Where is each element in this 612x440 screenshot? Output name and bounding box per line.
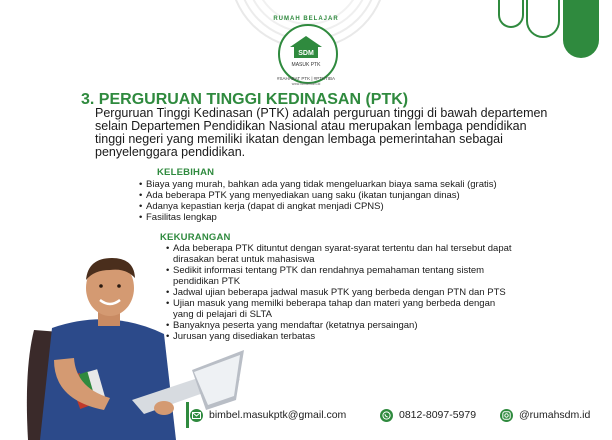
list-item: • Biaya yang murah, bahkan ada yang tidak mengeluarkan biaya sama sekali (gratis) bbox=[139, 179, 539, 190]
decorative-pill-filled bbox=[563, 0, 599, 58]
list-item: • Jadwal ujian beberapa jadwal masuk PTK yang berbeda dengan PTN dan PTS bbox=[166, 287, 516, 298]
list-item: • Jurusan yang disediakan terbatas bbox=[166, 331, 516, 342]
instagram-text: @rumahsdm.id bbox=[519, 409, 591, 421]
phone-contact[interactable] bbox=[380, 404, 476, 426]
list-item: • Banyaknya peserta yang mendaftar (ketatnya persaingan) bbox=[166, 320, 516, 331]
list-item: • Ada beberapa PTK yang menyediakan uang saku (ikatan tunjangan dinas) bbox=[139, 190, 539, 201]
contact-bar bbox=[186, 404, 612, 426]
list-item: • Fasilitas lengkap bbox=[139, 212, 539, 223]
email-contact[interactable] bbox=[190, 404, 346, 426]
list-item: • Adanya kepastian kerja (dapat di angkat menjadi CPNS) bbox=[139, 201, 539, 212]
disadvantages-heading: KEKURANGAN bbox=[160, 232, 231, 243]
mail-icon bbox=[190, 409, 203, 422]
decorative-pill bbox=[526, 0, 560, 38]
logo-arc-text: RUMAH BELAJAR bbox=[273, 16, 339, 22]
email-text: bimbel.masukptk@gmail.com bbox=[209, 409, 347, 421]
list-item: • Ujian masuk yang memilki beberapa tahap dan materi yang berbeda dengan yang di pelajari di SLTA bbox=[166, 298, 516, 320]
instagram-contact[interactable] bbox=[500, 404, 590, 426]
whatsapp-icon bbox=[380, 409, 393, 422]
decorative-pill bbox=[498, 0, 524, 28]
list-item: • Ada beberapa PTK dituntut dengan syarat-syarat tertentu dan hal tersebut dapat dirasakan berat untuk mahasiswa bbox=[166, 243, 516, 265]
page-title: 3. PERGURUAN TINGGI KEDINASAN (PTK) bbox=[81, 91, 409, 108]
house-icon bbox=[286, 34, 326, 60]
description-paragraph: Perguruan Tinggi Kedinasan (PTK) adalah perguruan tinggi di bawah departemen selain Departemen Pendidikan Nasional atau merupakan lembaga pendidikan tinggi negeri yang memiliki ikatan dengan lembaga pemerintahan sebagai penyelenggara pendidikan. bbox=[95, 106, 548, 159]
logo-tagline: #SAHABAT PTK | #PTKTIBA bbox=[276, 76, 336, 81]
logo-url: www.rumahsdm.id bbox=[291, 82, 321, 86]
phone-text: 0812-8097-5979 bbox=[399, 409, 477, 421]
list-item: • Sedikit informasi tentang PTK dan rendahnya pemahaman tentang sistem pendidikan PTK bbox=[166, 265, 516, 287]
advantages-list bbox=[139, 179, 539, 223]
logo-mark-text: SDM bbox=[298, 50, 314, 57]
advantages-heading: KELEBIHAN bbox=[157, 167, 215, 178]
logo-sub-text: MASUK PTK bbox=[291, 62, 321, 68]
instagram-icon bbox=[500, 409, 513, 422]
